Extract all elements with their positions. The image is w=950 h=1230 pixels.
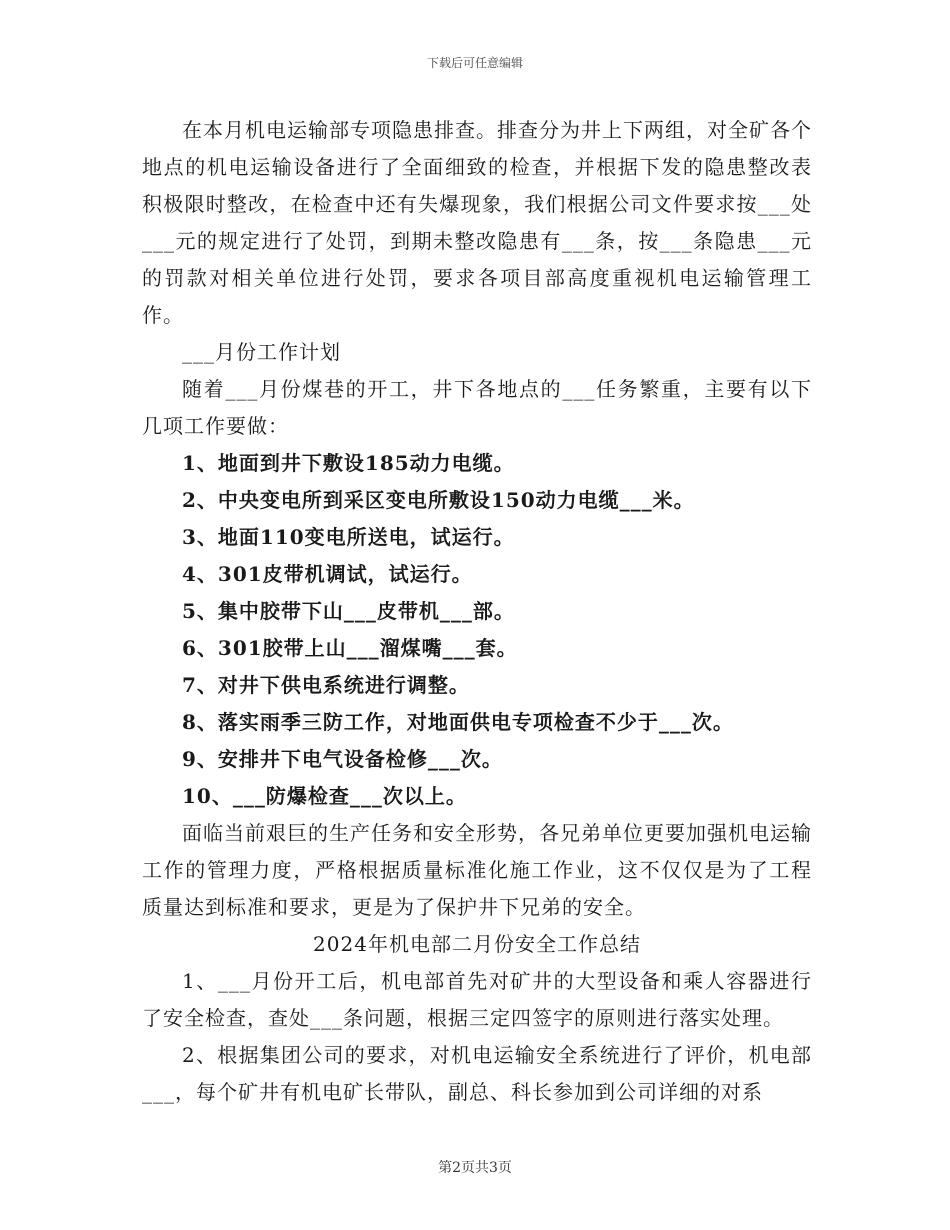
plan-item-6: 6、301胶带上山___溜煤嘴___套。: [182, 636, 518, 660]
plan-item-5: 5、集中胶带下山___皮带机___部。: [182, 599, 515, 623]
plan-item-3: 3、地面110变电所送电，试运行。: [182, 525, 515, 549]
paragraph-inspection-summary: 在本月机电运输部专项隐患排查。排查分为井上下两组，对全矿各个地点的机电运输设备进行了全面细致的检查，并根据下发的隐患整改表积极限时整改，在检查中还有失爆现象，我们根据公司文件要求按___处___元的规定进行了处罚，到期未整改隐患有___条，按___条隐患___元的罚款对相关单位进行处罚，要求各项目部高度重视机电运输管理工作。: [142, 118, 812, 327]
paragraph-section-2: 2、根据集团公司的要求，对机电运输安全系统进行了评价，机电部___，每个矿井有机电矿长带队，副总、科长参加到公司详细的对系: [142, 1043, 812, 1104]
document-body: [142, 112, 812, 1111]
paragraph-plan-intro: 随着___月份煤巷的开工，井下各地点的___任务繁重，主要有以下几项工作要做：: [142, 377, 812, 438]
plan-item-1: 1、地面到井下敷设185动力电缆。: [182, 451, 515, 475]
page-footer: 第2页共3页: [438, 1160, 512, 1176]
paragraph-section-1: 1、___月份开工后，机电部首先对矿井的大型设备和乘人容器进行了安全检查，查处___条问题，根据三定四签字的原则进行落实处理。: [142, 969, 812, 1030]
plan-heading: ___月份工作计划: [182, 340, 341, 364]
plan-item-8: 8、落实雨季三防工作，对地面供电专项检查不少于___次。: [182, 710, 734, 734]
plan-item-7: 7、对井下供电系统进行调整。: [182, 673, 470, 697]
plan-item-10: 10、___防爆检查___次以上。: [182, 784, 467, 808]
page-header: 下载后可任意编辑: [426, 56, 523, 70]
plan-item-4: 4、301皮带机调试，试运行。: [182, 562, 473, 586]
section-title: 2024年机电部二月份安全工作总结: [313, 932, 641, 956]
plan-item-2: 2、中央变电所到采区变电所敷设150动力电缆___米。: [182, 488, 695, 512]
plan-item-9: 9、安排井下电气设备检修___次。: [182, 747, 503, 771]
paragraph-closing: 面临当前艰巨的生产任务和安全形势，各兄弟单位更要加强机电运输工作的管理力度，严格根据质量标准化施工作业，这不仅仅是为了工程质量达到标准和要求，更是为了保护井下兄弟的安全。: [142, 821, 812, 919]
